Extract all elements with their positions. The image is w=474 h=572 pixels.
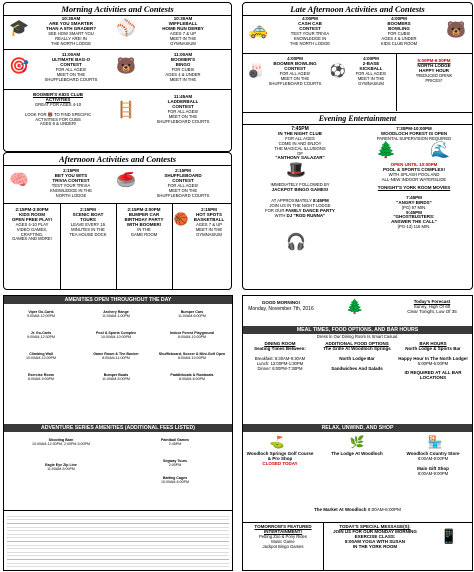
morning-c4: 11:00AM BOOMER'S BINGO FOR CUBS! AGES 4 & UNDER MEET IN THE xyxy=(165,52,201,82)
special: TODAY'S SPECIAL MESSAGE(S): JOIN US FOR OUR MONDAY MORNING EXERCISE CLASS: 8:00AM YOGA WITH SUSAN IN THE YORK ROOM xyxy=(333,524,417,549)
late-c4: 4:00PM 2-BASE KICKBALL FOR ALL AGES! MEET IN THE GYMNASIUM xyxy=(355,56,387,86)
afternoon-c6: 2:15PM HOT SPOTS BASKETBALL AGES 7 & UP MEET IN THE GYMNASIUM xyxy=(193,207,225,237)
woodloch-logo-icon: 🌲 xyxy=(346,298,364,314)
evening-c3: OPEN UNTIL 10:00PM POOL & SPORTS COMPLEX! WITH SPLASH POOL AND ALL-NEW INDOOR WATERSLIDE xyxy=(381,162,447,182)
greeting: GOOD MORNING! Monday, November 7th, 2016 xyxy=(248,300,314,312)
relax-title: RELAX, UNWIND, AND SHOP xyxy=(243,424,472,432)
fine-print xyxy=(7,513,229,567)
trivia-icon: 🧠 xyxy=(9,172,29,189)
afternoon-c5: 2:15PM-3:00PM BUMPER CAR BIRTHDAY PARTY WITH BOOMER! IN THE GAME ROOM xyxy=(124,207,164,237)
morning-title: Morning Activities and Contests xyxy=(4,3,231,16)
market: The Market At Woodloch 8:00AM-6:00PM xyxy=(314,507,401,512)
amenities-panel xyxy=(3,295,233,571)
late-c3: 4:00PM BOOMER BOWLING CONTEST FOR ALL AGES! MEET ON THE SHUFFLEBOARD COURTS xyxy=(268,56,322,86)
series-mid: Paintball Games 2:45PM Segway Tours 2:00PM Batting Cages 10:00AM-6:00PM xyxy=(161,438,189,485)
afternoon-c3: 2:15PM-3:00PM KIDS ROOM OPEN FREE PLAY! AGES 4-10 PLAY VIDEO GAMES, CRAFTING, GAMES AND MORE! xyxy=(11,207,53,242)
app-icon: 📱 xyxy=(440,528,458,544)
amenities-title: AMENITIES OPEN THROUGHOUT THE DAY xyxy=(4,296,232,304)
spa: The Lodge At Woodloch xyxy=(331,451,383,456)
bear-icon: 🐻 xyxy=(446,22,466,39)
morning-c2: 10:30AM WIFFLEBALL HOME RUN DERBY AGES 7 & UP MEET IN THE GYMNASIUM xyxy=(162,16,204,46)
amenities-mid: Archery Range 11:00AM-1:00PM Pool & Sports Complex 10:00AM-10:00PM Game Room & The Bunker 8:00AM-11:00PM Bumper Boats 11:00AM-5:00PM xyxy=(93,310,139,382)
afternoon-c1: 2:15PM BET YOU WITS TRIVIA CONTEST TEST YOUR TRIVIA KNOWLEDGE IN THE NORTH LODGE xyxy=(49,168,93,198)
late-panel xyxy=(242,2,473,290)
bowling-icon: 🎳 xyxy=(247,63,265,78)
boomer-bear-icon: 🐻 xyxy=(116,58,136,75)
evening-c2: 7:30PM-10:00PM WOODLOCH FOREST IS OPEN PARENTAL SUPERVISION REQUIRED xyxy=(376,126,452,141)
daily-doc-panel xyxy=(242,295,473,571)
basketball-icon: 🏀 xyxy=(173,212,189,226)
amenities-left: Viper Go-Carts 9:00AM-12:00PM Jr. Go-Carts 9:00AM-12:30PM Climbing Wall 10:00AM-12:00PM Exercise Room 6:00AM-9:00PM xyxy=(26,310,56,382)
spa-icon: 🌿 xyxy=(349,435,365,449)
amenities-right: Bumper Cars 11:00AM-6:00PM Indoor Forest Playground 8:00AM-10:00PM Shuffleboard, Soccer & Mini-Golf Open 8:00AM-10:00PM Paddleboats & Rowboats 8:00AM-6:00PM xyxy=(158,310,226,382)
bar-col: BAR HOURS North Lodge & Sports Bar Happy Hour In The North Lodge! 5:00PM-6:00PM ID REQUIRED AT ALL BAR LOCATIONS xyxy=(398,341,468,381)
meal-note: Dress In Our Dining Room Is Smart Casual. xyxy=(316,334,399,339)
taxi-icon: 🚕 xyxy=(248,22,268,39)
late-c2: 4:00PM BOOMERS BOWLING FOR CUBS! AGES 4 & UNDER KIDS CLUB ROOM xyxy=(380,16,418,46)
grad-cap-icon: 🎓 xyxy=(9,20,29,37)
dj-icon: 🎧 xyxy=(286,234,306,251)
late-c5: 5:00PM-6:00PM NORTH LODGE HAPPY HOUR *REDUCED DRINK PRICES* xyxy=(415,58,453,83)
baseball-icon: ⚾ xyxy=(116,20,136,37)
store: Woodloch Country Store 8:00AM-9:00PM Main Gift Shop 8:00AM-9:00PM xyxy=(406,451,460,476)
evening-c4: IMMEDIATELY FOLLOWED BY JACKPOT BINGO GAMES! xyxy=(270,182,330,192)
addl-col: ADDITIONAL FOOD OPTIONS The Grille At Woodloch Springs North Lodge Bar Sandwiches And Salads xyxy=(323,341,391,371)
morning-panel xyxy=(3,2,232,152)
golf-icon: ⛳ xyxy=(269,435,285,449)
treehouse-icon: 🌲 xyxy=(376,142,396,159)
store-icon: 🏪 xyxy=(427,435,443,449)
late-c1: 4:00PM CASH CAB CONTEST TEST YOUR TRIVIA KNOWLEDGE IN THE NORTH LODGE xyxy=(289,16,331,46)
meal-title: MEAL TIMES, FOOD OPTIONS, AND BAR HOURS xyxy=(243,326,472,334)
afternoon-title: Afternoon Activities and Contests xyxy=(4,153,231,166)
movies: TONIGHT'S YORK ROOM MOVIES 7:45PM "ANGRY BIRDS" (PG) 97 MIN. 9:45PM "GHOSTBUSTERS: ANSWER THE CALL" (PG-13) 116 MIN. xyxy=(377,185,451,230)
dining-col: DINING ROOM Seating Times Between: Breakfast: 8:30AM-9:30AM Lunch: 12:00PM-1:30PM Dinner: 6:00PM-7:30PM xyxy=(254,341,306,371)
series-left: Shooting Barn 10:00AM-12:30PM, 2:00PM-5:00PM Eagle Eye Zip Line 11:00AM-5:00PM xyxy=(32,438,90,472)
morning-c1: 10:30AM ARE YOU SMARTER THAN A 5TH GRADER? SEE HOW SMART YOU REALLY ARE! IN THE NORTH LODGE xyxy=(46,16,96,46)
forecast: Today's Forecast Sunny, High Of 60 Clear Tonight, Low Of 35 xyxy=(407,299,457,314)
afternoon-c2: 2:15PM SHUFFLEBOARD CONTEST FOR ALL AGES! MEET ON THE SHUFFLEBOARD COURTS xyxy=(156,168,210,198)
morning-c6: 11:45AM LADDERBALL CONTEST FOR ALL AGES! MEET ON THE SHUFFLEBOARD COURTS xyxy=(156,94,210,124)
late-title: Late Afternoon Activities and Contests xyxy=(243,3,472,16)
golf: Woodloch Springs Golf Course & Pro Shop CLOSED TODAY xyxy=(246,451,314,466)
evening-c1: 7:45PM IN THE NIGHT CLUB FOR ALL AGES COME IN AND ENJOY THE MAGICAL ILLUSIONS OF "ANTHONY SALAZAR" xyxy=(274,126,326,161)
bean-bag-icon: 🎯 xyxy=(9,58,29,75)
ladder-icon: 🪜 xyxy=(116,102,136,119)
tomorrow: TOMORROW'S FEATURED INTERTAINMENT! Petting Zoo & Pony Rides Music Game Jackpot Bingo Games xyxy=(254,524,312,549)
series-title: ADVENTURE SERIES AMENITIES (ADDITIONAL FEES LISTED) xyxy=(4,424,232,432)
kickball-icon: ⚽ xyxy=(329,63,347,78)
magic-hat-icon: 🎩 xyxy=(286,162,306,179)
afternoon-c4: 2:15PM SCENIC BOAT TOURS LEAVE EVERY 15 MINUTES IN THE TEA HOUSE DOCK xyxy=(69,207,107,237)
waterslide-icon: 🌊 xyxy=(430,142,450,159)
bottom-sheet xyxy=(0,293,474,572)
morning-c3: 11:00AM ULTIMATE BAG-O CONTEST FOR ALL AGES! MEET ON THE SHUFFLEBOARD COURTS xyxy=(44,52,98,82)
evening-title: Evening Entertainment xyxy=(243,112,472,125)
evening-c5: AT APPROXIMATELY 8:45PM JOIN US IN THE NIGHT LODGE FOR OUR FAMILY DANCE PARTY WITH DJ "ROD RUNNA" xyxy=(265,198,335,218)
shuffleboard-icon: 🥌 xyxy=(116,172,136,189)
morning-c5: BOOMER'S KIDS CLUB ACTIVITIES GREAT FOR AGES 4-10 LOOK FOR 🐻 TO FIND SPECIFIC ACTIVITIES FOR CUBS AGES 6 & UNDER! xyxy=(24,92,92,127)
afternoon-panel xyxy=(3,152,232,290)
